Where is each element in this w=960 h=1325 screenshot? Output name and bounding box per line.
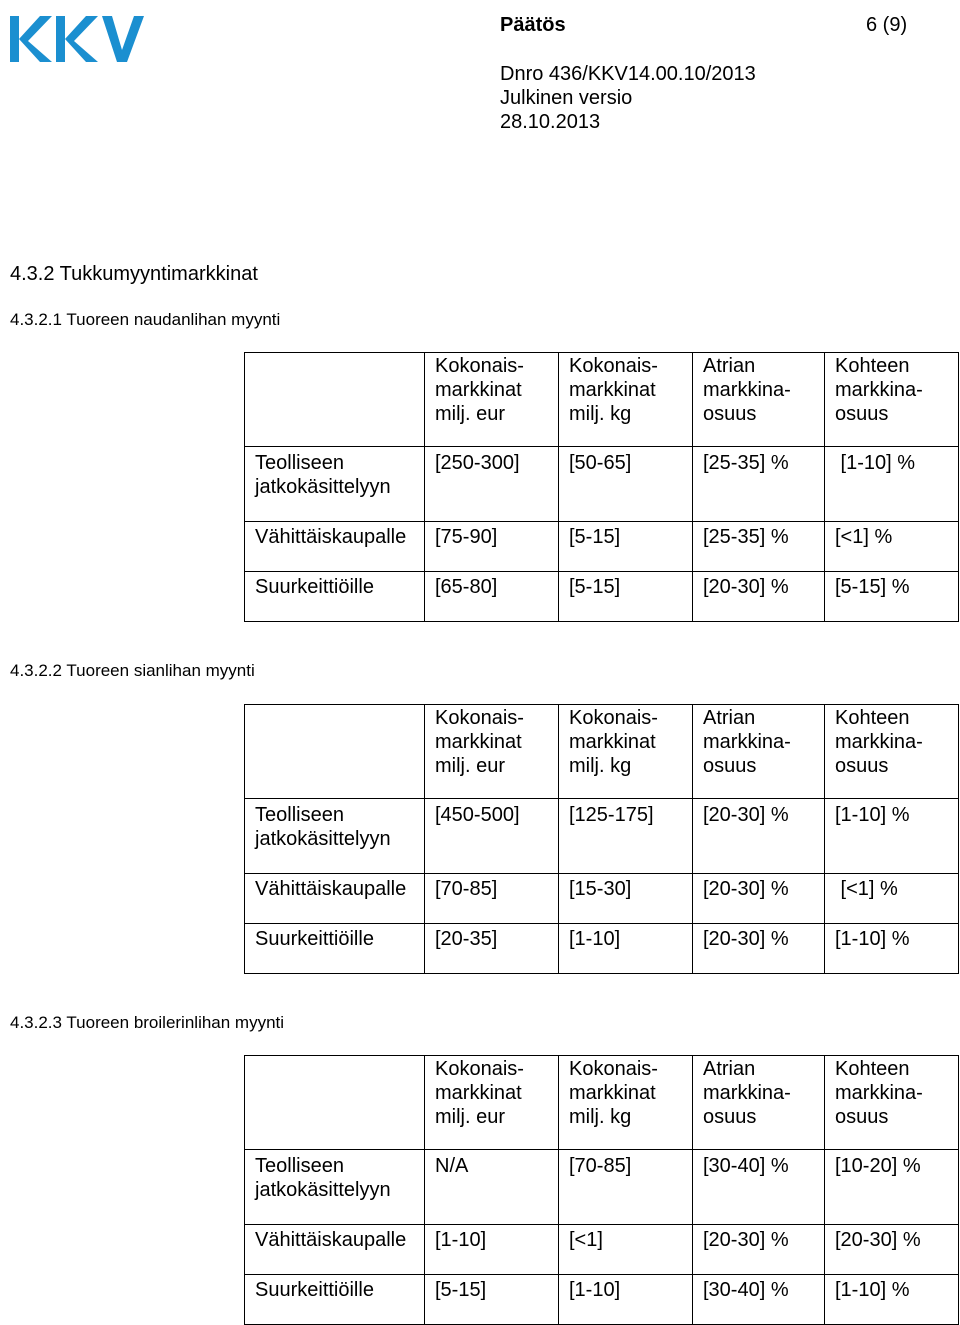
table-cell: [1-10] % <box>825 924 959 974</box>
column-header: Kokonais- markkinat milj. kg <box>559 705 693 799</box>
row-label: Suurkeittiöille <box>245 924 425 974</box>
table-cell: [1-10] % <box>825 1275 959 1325</box>
kkv-logo <box>6 10 146 66</box>
record-number: Dnro 436/KKV14.00.10/2013 <box>500 63 756 85</box>
column-header: Kokonais- markkinat milj. eur <box>425 353 559 447</box>
row-label: Suurkeittiöille <box>245 572 425 622</box>
table-cell: [20-35] <box>425 924 559 974</box>
column-header: Atrian markkina- osuus <box>693 353 825 447</box>
empty-header-cell <box>245 1056 425 1150</box>
table-cell: [65-80] <box>425 572 559 622</box>
table-cell: [1-10] <box>559 1275 693 1325</box>
table-cell: [70-85] <box>559 1150 693 1225</box>
table-cell: [20-30] % <box>693 1225 825 1275</box>
column-header: Atrian markkina- osuus <box>693 1056 825 1150</box>
column-header: Kokonais- markkinat milj. kg <box>559 353 693 447</box>
table-heading: 4.3.2.1 Tuoreen naudanlihan myynti <box>10 310 281 329</box>
table-cell: [<1] % <box>825 874 959 924</box>
document-type: Päätös <box>500 14 566 36</box>
table-cell: [20-30] % <box>693 799 825 874</box>
table-cell: [15-30] <box>559 874 693 924</box>
version-label: Julkinen versio <box>500 87 633 109</box>
table-cell: [<1] % <box>825 522 959 572</box>
table-cell: [30-40] % <box>693 1150 825 1225</box>
section-heading: 4.3.2 Tukkumyyntimarkkinat <box>10 263 258 285</box>
row-label: Vähittäiskaupalle <box>245 1225 425 1275</box>
table-cell: [20-30] % <box>825 1225 959 1275</box>
table-heading: 4.3.2.3 Tuoreen broilerinlihan myynti <box>10 1013 285 1032</box>
table-cell: [250-300] <box>425 447 559 522</box>
table-cell: [5-15] <box>559 572 693 622</box>
market-table-broiler <box>244 1055 959 1325</box>
page-number: 6 (9) <box>866 14 908 36</box>
table-row <box>245 447 959 522</box>
table-cell: [25-35] % <box>693 447 825 522</box>
table-cell: [20-30] % <box>693 572 825 622</box>
row-label: Suurkeittiöille <box>245 1275 425 1325</box>
empty-header-cell <box>245 705 425 799</box>
table-row <box>245 1150 959 1225</box>
table-cell: [125-175] <box>559 799 693 874</box>
market-table-beef <box>244 352 959 622</box>
table-cell: [5-15] <box>559 522 693 572</box>
column-header: Kohteen markkina- osuus <box>825 353 959 447</box>
market-table-pork <box>244 704 959 974</box>
table-cell: [20-30] % <box>693 874 825 924</box>
table-cell: [1-10] % <box>825 799 959 874</box>
table-cell: [5-15] <box>425 1275 559 1325</box>
table-heading: 4.3.2.2 Tuoreen sianlihan myynti <box>10 661 255 680</box>
document-date: 28.10.2013 <box>500 111 601 133</box>
table-row <box>245 1275 959 1325</box>
column-header: Kokonais- markkinat milj. eur <box>425 705 559 799</box>
table-cell: [<1] <box>559 1225 693 1275</box>
table-cell: [1-10] % <box>825 447 959 522</box>
table-row <box>245 799 959 874</box>
row-label: Teolliseen jatkokäsittelyyn <box>245 799 425 874</box>
table-row <box>245 874 959 924</box>
column-header: Kokonais- markkinat milj. eur <box>425 1056 559 1150</box>
table-cell: [75-90] <box>425 522 559 572</box>
table-row <box>245 924 959 974</box>
table-row <box>245 572 959 622</box>
table-cell: [70-85] <box>425 874 559 924</box>
table-row <box>245 1225 959 1275</box>
table-cell: [450-500] <box>425 799 559 874</box>
table-cell: [10-20] % <box>825 1150 959 1225</box>
table-cell: [1-10] <box>559 924 693 974</box>
table-cell: [30-40] % <box>693 1275 825 1325</box>
table-header-row <box>245 1056 959 1150</box>
table-row <box>245 522 959 572</box>
table-header-row <box>245 705 959 799</box>
kkv-logo-mark <box>10 16 144 62</box>
empty-header-cell <box>245 353 425 447</box>
column-header: Atrian markkina- osuus <box>693 705 825 799</box>
table-cell: [20-30] % <box>693 924 825 974</box>
row-label: Teolliseen jatkokäsittelyyn <box>245 1150 425 1225</box>
table-cell: [5-15] % <box>825 572 959 622</box>
row-label: Vähittäiskaupalle <box>245 522 425 572</box>
table-cell: [1-10] <box>425 1225 559 1275</box>
table-header-row <box>245 353 959 447</box>
table-cell: [25-35] % <box>693 522 825 572</box>
column-header: Kohteen markkina- osuus <box>825 705 959 799</box>
table-cell: [50-65] <box>559 447 693 522</box>
row-label: Vähittäiskaupalle <box>245 874 425 924</box>
table-cell: N/A <box>425 1150 559 1225</box>
column-header: Kohteen markkina- osuus <box>825 1056 959 1150</box>
column-header: Kokonais- markkinat milj. kg <box>559 1056 693 1150</box>
row-label: Teolliseen jatkokäsittelyyn <box>245 447 425 522</box>
